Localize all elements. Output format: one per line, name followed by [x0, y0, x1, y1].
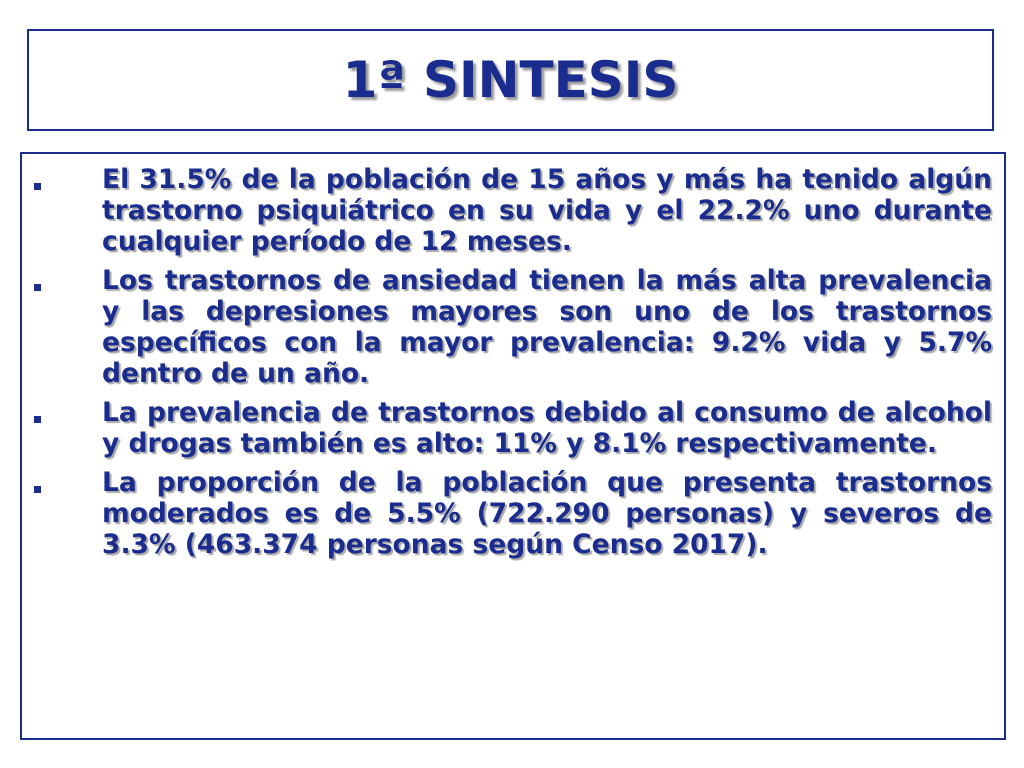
square-bullet-icon — [34, 486, 41, 493]
bullet-text: El 31.5% de la población de 15 años y más ha tenido algún trastorno psiquiátrico en su vida y el 22.2% uno durante cualquier período de 12 meses. — [102, 164, 992, 257]
bullet-item — [22, 397, 992, 459]
square-bullet-icon — [34, 416, 41, 423]
square-bullet-icon — [34, 183, 41, 190]
bullet-item — [22, 467, 992, 560]
square-bullet-icon — [34, 284, 41, 291]
title-box — [27, 29, 994, 131]
bullet-list — [22, 154, 1004, 560]
bullet-item — [22, 164, 992, 257]
bullet-item — [22, 265, 992, 389]
bullet-text: La prevalencia de trastornos debido al consumo de alcohol y drogas también es alto: 11% y 8.1% respectivamente. — [102, 397, 992, 459]
content-box — [20, 152, 1006, 740]
bullet-text: La proporción de la población que presenta trastornos moderados es de 5.5% (722.290 personas) y severos de 3.3% (463.374 personas según Censo 2017). — [102, 467, 992, 560]
slide-title: 1ª SINTESIS — [342, 51, 679, 109]
bullet-text: Los trastornos de ansiedad tienen la más alta prevalencia y las depresiones mayores son uno de los trastornos específicos con la mayor prevalencia: 9.2% vida y 5.7% dentro de un año. — [102, 265, 992, 389]
